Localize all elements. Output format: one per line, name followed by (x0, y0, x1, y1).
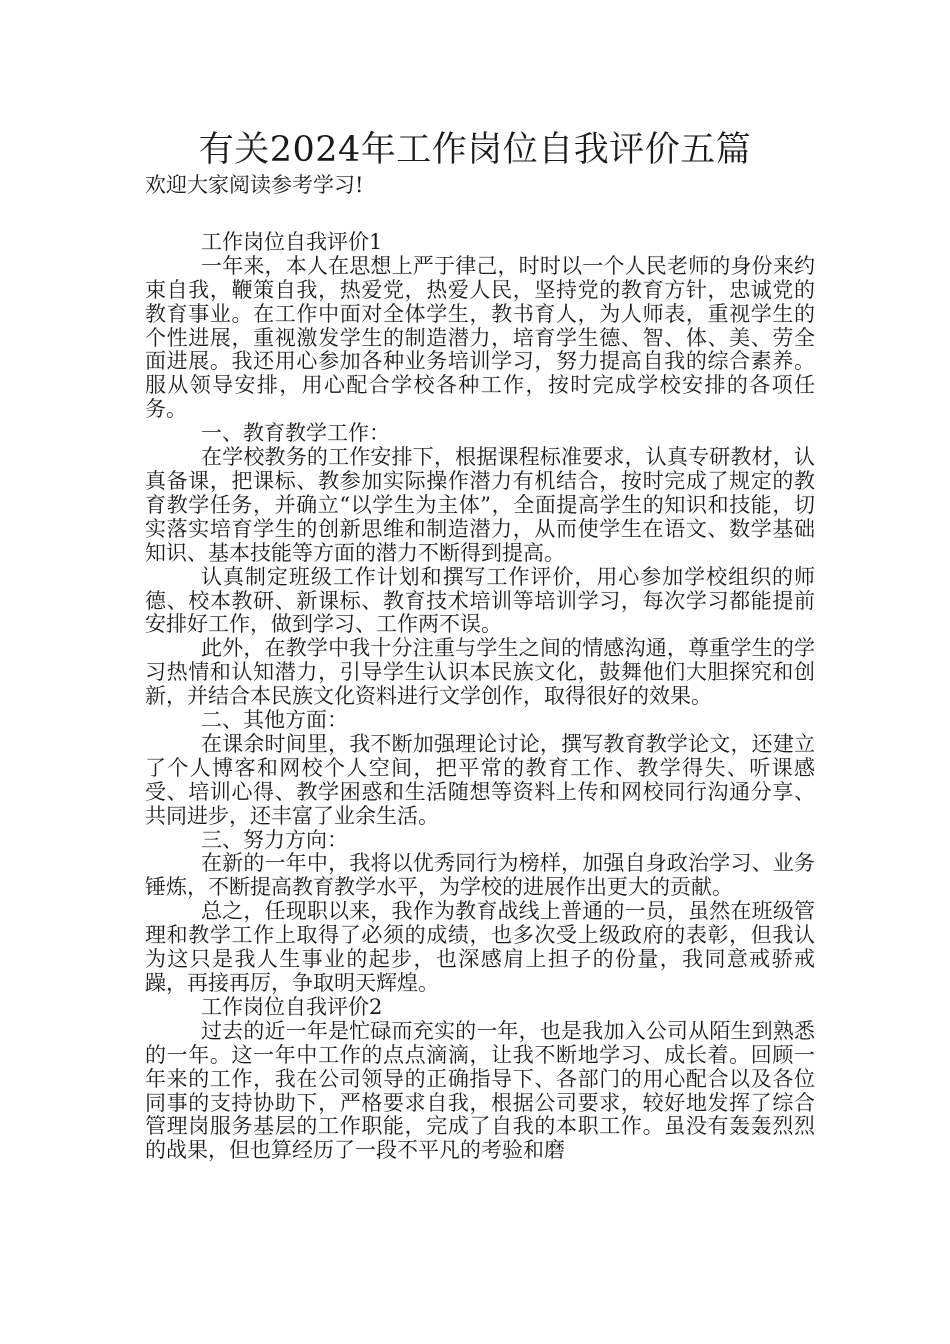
paragraph: 过去的近一年是忙碌而充实的一年，也是我加入公司从陌生到熟悉的一年。这一年中工作的点点滴滴，让我不断地学习、成长着。回顾一年来的工作，我在公司领导的正确指导下、各部门的用心配合以及各位同事的支持协助下，严格要求自我，根据公司要求，较好地发挥了综合管理岗服务基层的工作职能，完成了自我的本职工作。虽没有轰轰烈烈的战果，但也算经历了一段不平凡的考验和磨 (145, 1018, 815, 1163)
paragraph: 在学校教务的工作安排下，根据课程标准要求，认真专研教材，认真备课，把课标、教参加实际操作潜力有机结合，按时完成了规定的教育教学任务，并确立“以学生为主体”，全面提高学生的知识和技能，切实落实培育学生的创新思维和制造潜力，从而使学生在语文、数学基础知识、基本技能等方面的潜力不断得到提高。 (145, 445, 815, 565)
subheading-direction: 三、努力方向： (201, 827, 348, 852)
paragraph: 在课余时间里，我不断加强理论讨论，撰写教育教学论文，还建立了个人博客和网校个人空间，把平常的教育工作、教学得失、听课感受、培训心得、教学困惑和生活随想等资料上传和网校同行沟通分享、共同进步，还丰富了业余生活。 (145, 731, 815, 828)
paragraph: 一年来，本人在思想上严于律己，时时以一个人民老师的身份来约束自我，鞭策自我，热爱党，热爱人民，坚持党的教育方针，忠诚党的教育事业。在工作中面对全体学生，教书育人，为人师表，重视学生的个性进展，重视激发学生的制造潜力，培育学生德、智、体、美、劳全面进展。我还用心参加各种业务培训学习，努力提高自我的综合素养。服从领导安排，用心配合学校各种工作，按时完成学校安排的各项任务。 (145, 253, 815, 422)
section-heading-2: 工作岗位自我评价2 (201, 994, 383, 1019)
blank-line (145, 198, 815, 231)
subheading-teaching: 一、教育教学工作： (201, 421, 390, 446)
section-heading-1: 工作岗位自我评价1 (201, 229, 383, 254)
paragraph: 总之，任现职以来，我作为教育战线上普通的一员，虽然在班级管理和教学工作上取得了必须的成绩，也多次受上级政府的表彰，但我认为这只是我人生事业的起步，也深感肩上担子的份量，我同意戒骄戒躁，再接再厉，争取明天辉煌。 (145, 899, 815, 995)
document-title: 有关2024年工作岗位自我评价五篇 (198, 130, 752, 170)
intro-line: 欢迎大家阅读参考学习! (145, 173, 364, 197)
paragraph: 在新的一年中，我将以优秀同行为榜样，加强自身政治学习、业务锤炼，不断提高教育教学水平，为学校的进展作出更大的贡献。 (145, 851, 815, 900)
paragraph: 此外，在教学中我十分注重与学生之间的情感沟通，尊重学生的学习热情和认知潜力，引导学生认识本民族文化，鼓舞他们大胆探究和创新，并结合本民族文化资料进行文学创作，取得很好的效果。 (145, 636, 815, 709)
document-body (145, 174, 815, 1163)
subheading-other: 二、其他方面： (201, 708, 348, 733)
paragraph: 认真制定班级工作计划和撰写工作评价，用心参加学校组织的师德、校本教研、新课标、教育技术培训等培训学习，每次学习都能提前安排好工作，做到学习、工作两不误。 (145, 564, 815, 637)
